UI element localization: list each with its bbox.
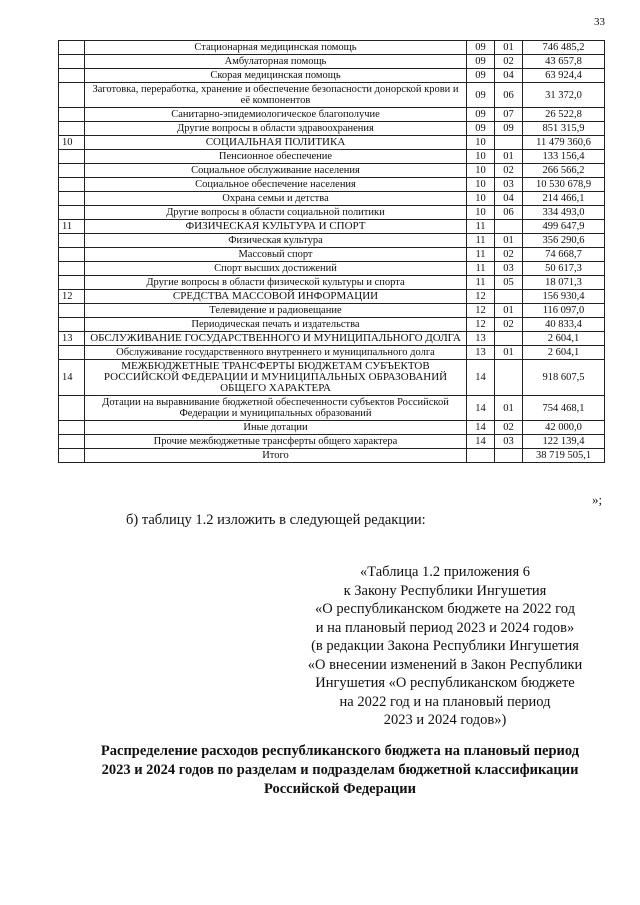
section-code-cell: 13 — [467, 332, 495, 346]
item-name-cell: Дотации на выравнивание бюджетной обеспеченности субъектов Российской Федерации и муниципальных образований — [85, 396, 467, 421]
row-number-cell — [59, 192, 85, 206]
subsection-code-cell: 02 — [495, 55, 523, 69]
section-code-cell: 13 — [467, 346, 495, 360]
amount-cell: 356 290,6 — [523, 234, 605, 248]
reference-line: 2023 и 2024 годов») — [383, 712, 507, 728]
row-number-cell: 13 — [59, 332, 85, 346]
row-number-cell — [59, 449, 85, 463]
row-number-cell — [59, 178, 85, 192]
subsection-code-cell: 03 — [495, 435, 523, 449]
reference-line: к Закону Республики Ингушетия — [343, 582, 547, 599]
budget-table-body — [59, 41, 605, 463]
subsection-code-cell: 01 — [495, 41, 523, 55]
table-row — [59, 83, 605, 108]
section-code-cell: 10 — [467, 178, 495, 192]
amount-cell: 2 604,1 — [523, 332, 605, 346]
item-name-cell: Прочие межбюджетные трансферты общего характера — [85, 435, 467, 449]
table-row — [59, 150, 605, 164]
amount-cell: 63 924,4 — [523, 69, 605, 83]
table-row — [59, 360, 605, 396]
row-number-cell — [59, 206, 85, 220]
amount-cell: 2 604,1 — [523, 346, 605, 360]
page-number: 33 — [594, 16, 605, 28]
table-row — [59, 346, 605, 360]
section-heading — [60, 742, 620, 799]
reference-line: «О внесении изменений в Закон Республики — [307, 656, 583, 673]
reference-line: и на плановый период 2023 и 2024 годов» — [315, 619, 575, 636]
section-code-cell: 14 — [467, 396, 495, 421]
row-number-cell — [59, 234, 85, 248]
subsection-code-cell: 04 — [495, 69, 523, 83]
row-number-cell: 10 — [59, 136, 85, 150]
table-row — [59, 435, 605, 449]
row-number-cell — [59, 304, 85, 318]
amount-cell: 851 315,9 — [523, 122, 605, 136]
table-reference-block — [280, 563, 610, 730]
subsection-code-cell: 04 — [495, 192, 523, 206]
table-row — [59, 332, 605, 346]
amount-cell: 10 530 678,9 — [523, 178, 605, 192]
item-name-cell: СОЦИАЛЬНАЯ ПОЛИТИКА — [85, 136, 467, 150]
table-row — [59, 69, 605, 83]
row-number-cell: 12 — [59, 290, 85, 304]
subsection-code-cell: 01 — [495, 396, 523, 421]
section-code-cell: 12 — [467, 290, 495, 304]
subsection-code-cell: 09 — [495, 122, 523, 136]
table-row — [59, 192, 605, 206]
subsection-code-cell: 02 — [495, 248, 523, 262]
table-row — [59, 220, 605, 234]
item-name-cell: Спорт высших достижений — [85, 262, 467, 276]
section-code-cell: 11 — [467, 248, 495, 262]
table-row — [59, 136, 605, 150]
item-name-cell: Охрана семьи и детства — [85, 192, 467, 206]
amount-cell: 499 647,9 — [523, 220, 605, 234]
item-name-cell: Массовый спорт — [85, 248, 467, 262]
item-name-cell: Санитарно-эпидемиологическое благополучие — [85, 108, 467, 122]
subsection-code-cell: 01 — [495, 304, 523, 318]
row-number-cell — [59, 164, 85, 178]
item-name-cell: Другие вопросы в области физической культуры и спорта — [85, 276, 467, 290]
item-name-cell: Пенсионное обеспечение — [85, 150, 467, 164]
subsection-code-cell: 02 — [495, 164, 523, 178]
amount-cell: 50 617,3 — [523, 262, 605, 276]
section-code-cell: 14 — [467, 421, 495, 435]
section-code-cell: 11 — [467, 276, 495, 290]
item-name-cell: ФИЗИЧЕСКАЯ КУЛЬТУРА И СПОРТ — [85, 220, 467, 234]
reference-line: «Таблица 1.2 приложения 6 — [360, 564, 530, 580]
row-number-cell — [59, 83, 85, 108]
heading-line: Распределение расходов республиканского бюджета на плановый период — [100, 743, 580, 759]
row-number-cell — [59, 346, 85, 360]
subsection-code-cell — [495, 449, 523, 463]
subsection-code-cell: 05 — [495, 276, 523, 290]
section-code-cell: 14 — [467, 360, 495, 396]
row-number-cell — [59, 55, 85, 69]
reference-line: на 2022 год и на плановый период — [339, 693, 551, 710]
table-row — [59, 276, 605, 290]
row-number-cell: 14 — [59, 360, 85, 396]
section-code-cell: 09 — [467, 41, 495, 55]
subsection-code-cell — [495, 360, 523, 396]
table-row — [59, 290, 605, 304]
table-row — [59, 122, 605, 136]
amount-cell: 133 156,4 — [523, 150, 605, 164]
subsection-code-cell: 03 — [495, 262, 523, 276]
row-number-cell — [59, 318, 85, 332]
item-name-cell: Другие вопросы в области здравоохранения — [85, 122, 467, 136]
subsection-code-cell: 06 — [495, 83, 523, 108]
subsection-code-cell: 01 — [495, 234, 523, 248]
subsection-code-cell: 02 — [495, 318, 523, 332]
row-number-cell: 11 — [59, 220, 85, 234]
table-row — [59, 41, 605, 55]
budget-table — [58, 40, 605, 463]
row-number-cell — [59, 435, 85, 449]
heading-line: Российской Федерации — [263, 781, 416, 797]
section-code-cell: 09 — [467, 122, 495, 136]
amount-cell: 918 607,5 — [523, 360, 605, 396]
row-number-cell — [59, 396, 85, 421]
amount-cell: 42 000,0 — [523, 421, 605, 435]
item-name-cell: Обслуживание государственного внутреннего и муниципального долга — [85, 346, 467, 360]
amount-cell: 43 657,8 — [523, 55, 605, 69]
item-name-cell: МЕЖБЮДЖЕТНЫЕ ТРАНСФЕРТЫ БЮДЖЕТАМ СУБЪЕКТОВ РОССИЙСКОЙ ФЕДЕРАЦИИ И МУНИЦИПАЛЬНЫХ ОБРАЗОВАНИЙ ОБЩЕГО ХАРАКТЕРА — [85, 360, 467, 396]
row-number-cell — [59, 122, 85, 136]
amount-cell: 214 466,1 — [523, 192, 605, 206]
subsection-code-cell — [495, 136, 523, 150]
item-name-cell: СРЕДСТВА МАССОВОЙ ИНФОРМАЦИИ — [85, 290, 467, 304]
reference-line: (в редакции Закона Республики Ингушетия — [311, 638, 579, 654]
item-name-cell: Социальное обеспечение населения — [85, 178, 467, 192]
table-row — [59, 396, 605, 421]
reference-line: «О республиканском бюджете на 2022 год — [315, 601, 575, 617]
item-name-cell: Амбулаторная помощь — [85, 55, 467, 69]
amount-cell: 122 139,4 — [523, 435, 605, 449]
section-code-cell: 12 — [467, 304, 495, 318]
subsection-code-cell — [495, 290, 523, 304]
section-code-cell: 11 — [467, 220, 495, 234]
table-row — [59, 178, 605, 192]
table-row — [59, 421, 605, 435]
row-number-cell — [59, 108, 85, 122]
section-code-cell: 10 — [467, 206, 495, 220]
row-number-cell — [59, 150, 85, 164]
subsection-code-cell: 06 — [495, 206, 523, 220]
row-number-cell — [59, 421, 85, 435]
subsection-code-cell: 02 — [495, 421, 523, 435]
section-code-cell: 10 — [467, 150, 495, 164]
section-code-cell: 09 — [467, 108, 495, 122]
subsection-code-cell: 01 — [495, 150, 523, 164]
item-name-cell: Стационарная медицинская помощь — [85, 41, 467, 55]
table-row — [59, 318, 605, 332]
amount-cell: 11 479 360,6 — [523, 136, 605, 150]
amount-cell: 746 485,2 — [523, 41, 605, 55]
amount-cell: 18 071,3 — [523, 276, 605, 290]
item-name-cell: Другие вопросы в области социальной политики — [85, 206, 467, 220]
subsection-code-cell: 07 — [495, 108, 523, 122]
row-number-cell — [59, 69, 85, 83]
item-name-cell: Итого — [85, 449, 467, 463]
heading-line: 2023 и 2024 годов по разделам и подразделам бюджетной классификации — [101, 762, 579, 778]
subsection-code-cell — [495, 220, 523, 234]
table-row — [59, 55, 605, 69]
amount-cell: 40 833,4 — [523, 318, 605, 332]
section-code-cell: 09 — [467, 55, 495, 69]
table-row — [59, 449, 605, 463]
row-number-cell — [59, 248, 85, 262]
table-row — [59, 262, 605, 276]
section-code-cell: 10 — [467, 164, 495, 178]
row-number-cell — [59, 41, 85, 55]
item-name-cell: Телевидение и радиовещание — [85, 304, 467, 318]
section-code-cell: 11 — [467, 262, 495, 276]
section-code-cell: 14 — [467, 435, 495, 449]
item-name-cell: Заготовка, переработка, хранение и обеспечение безопасности донорской крови и её компонентов — [85, 83, 467, 108]
section-code-cell: 12 — [467, 318, 495, 332]
table-row — [59, 164, 605, 178]
table-row — [59, 304, 605, 318]
row-number-cell — [59, 276, 85, 290]
amount-cell: 266 566,2 — [523, 164, 605, 178]
table-row — [59, 234, 605, 248]
closing-quote: »; — [592, 492, 603, 507]
section-code-cell: 11 — [467, 234, 495, 248]
item-name-cell: Физическая культура — [85, 234, 467, 248]
instruction-text: б) таблицу 1.2 изложить в следующей редакции: — [126, 512, 426, 528]
item-name-cell: Периодическая печать и издательства — [85, 318, 467, 332]
row-number-cell — [59, 262, 85, 276]
item-name-cell: Социальное обслуживание населения — [85, 164, 467, 178]
amount-cell: 754 468,1 — [523, 396, 605, 421]
amount-cell: 156 930,4 — [523, 290, 605, 304]
amount-cell: 74 668,7 — [523, 248, 605, 262]
item-name-cell: ОБСЛУЖИВАНИЕ ГОСУДАРСТВЕННОГО И МУНИЦИПАЛЬНОГО ДОЛГА — [85, 332, 467, 346]
subsection-code-cell: 03 — [495, 178, 523, 192]
table-row — [59, 108, 605, 122]
amount-cell: 31 372,0 — [523, 83, 605, 108]
reference-line: Ингушетия «О республиканском бюджете — [315, 675, 575, 691]
table-row — [59, 248, 605, 262]
section-code-cell: 10 — [467, 136, 495, 150]
amount-cell: 26 522,8 — [523, 108, 605, 122]
item-name-cell: Иные дотации — [85, 421, 467, 435]
item-name-cell: Скорая медицинская помощь — [85, 69, 467, 83]
subsection-code-cell: 01 — [495, 346, 523, 360]
section-code-cell: 09 — [467, 83, 495, 108]
section-code-cell: 09 — [467, 69, 495, 83]
table-row — [59, 206, 605, 220]
amount-cell: 334 493,0 — [523, 206, 605, 220]
section-code-cell — [467, 449, 495, 463]
amount-cell: 116 097,0 — [523, 304, 605, 318]
subsection-code-cell — [495, 332, 523, 346]
section-code-cell: 10 — [467, 192, 495, 206]
amount-cell: 38 719 505,1 — [523, 449, 605, 463]
